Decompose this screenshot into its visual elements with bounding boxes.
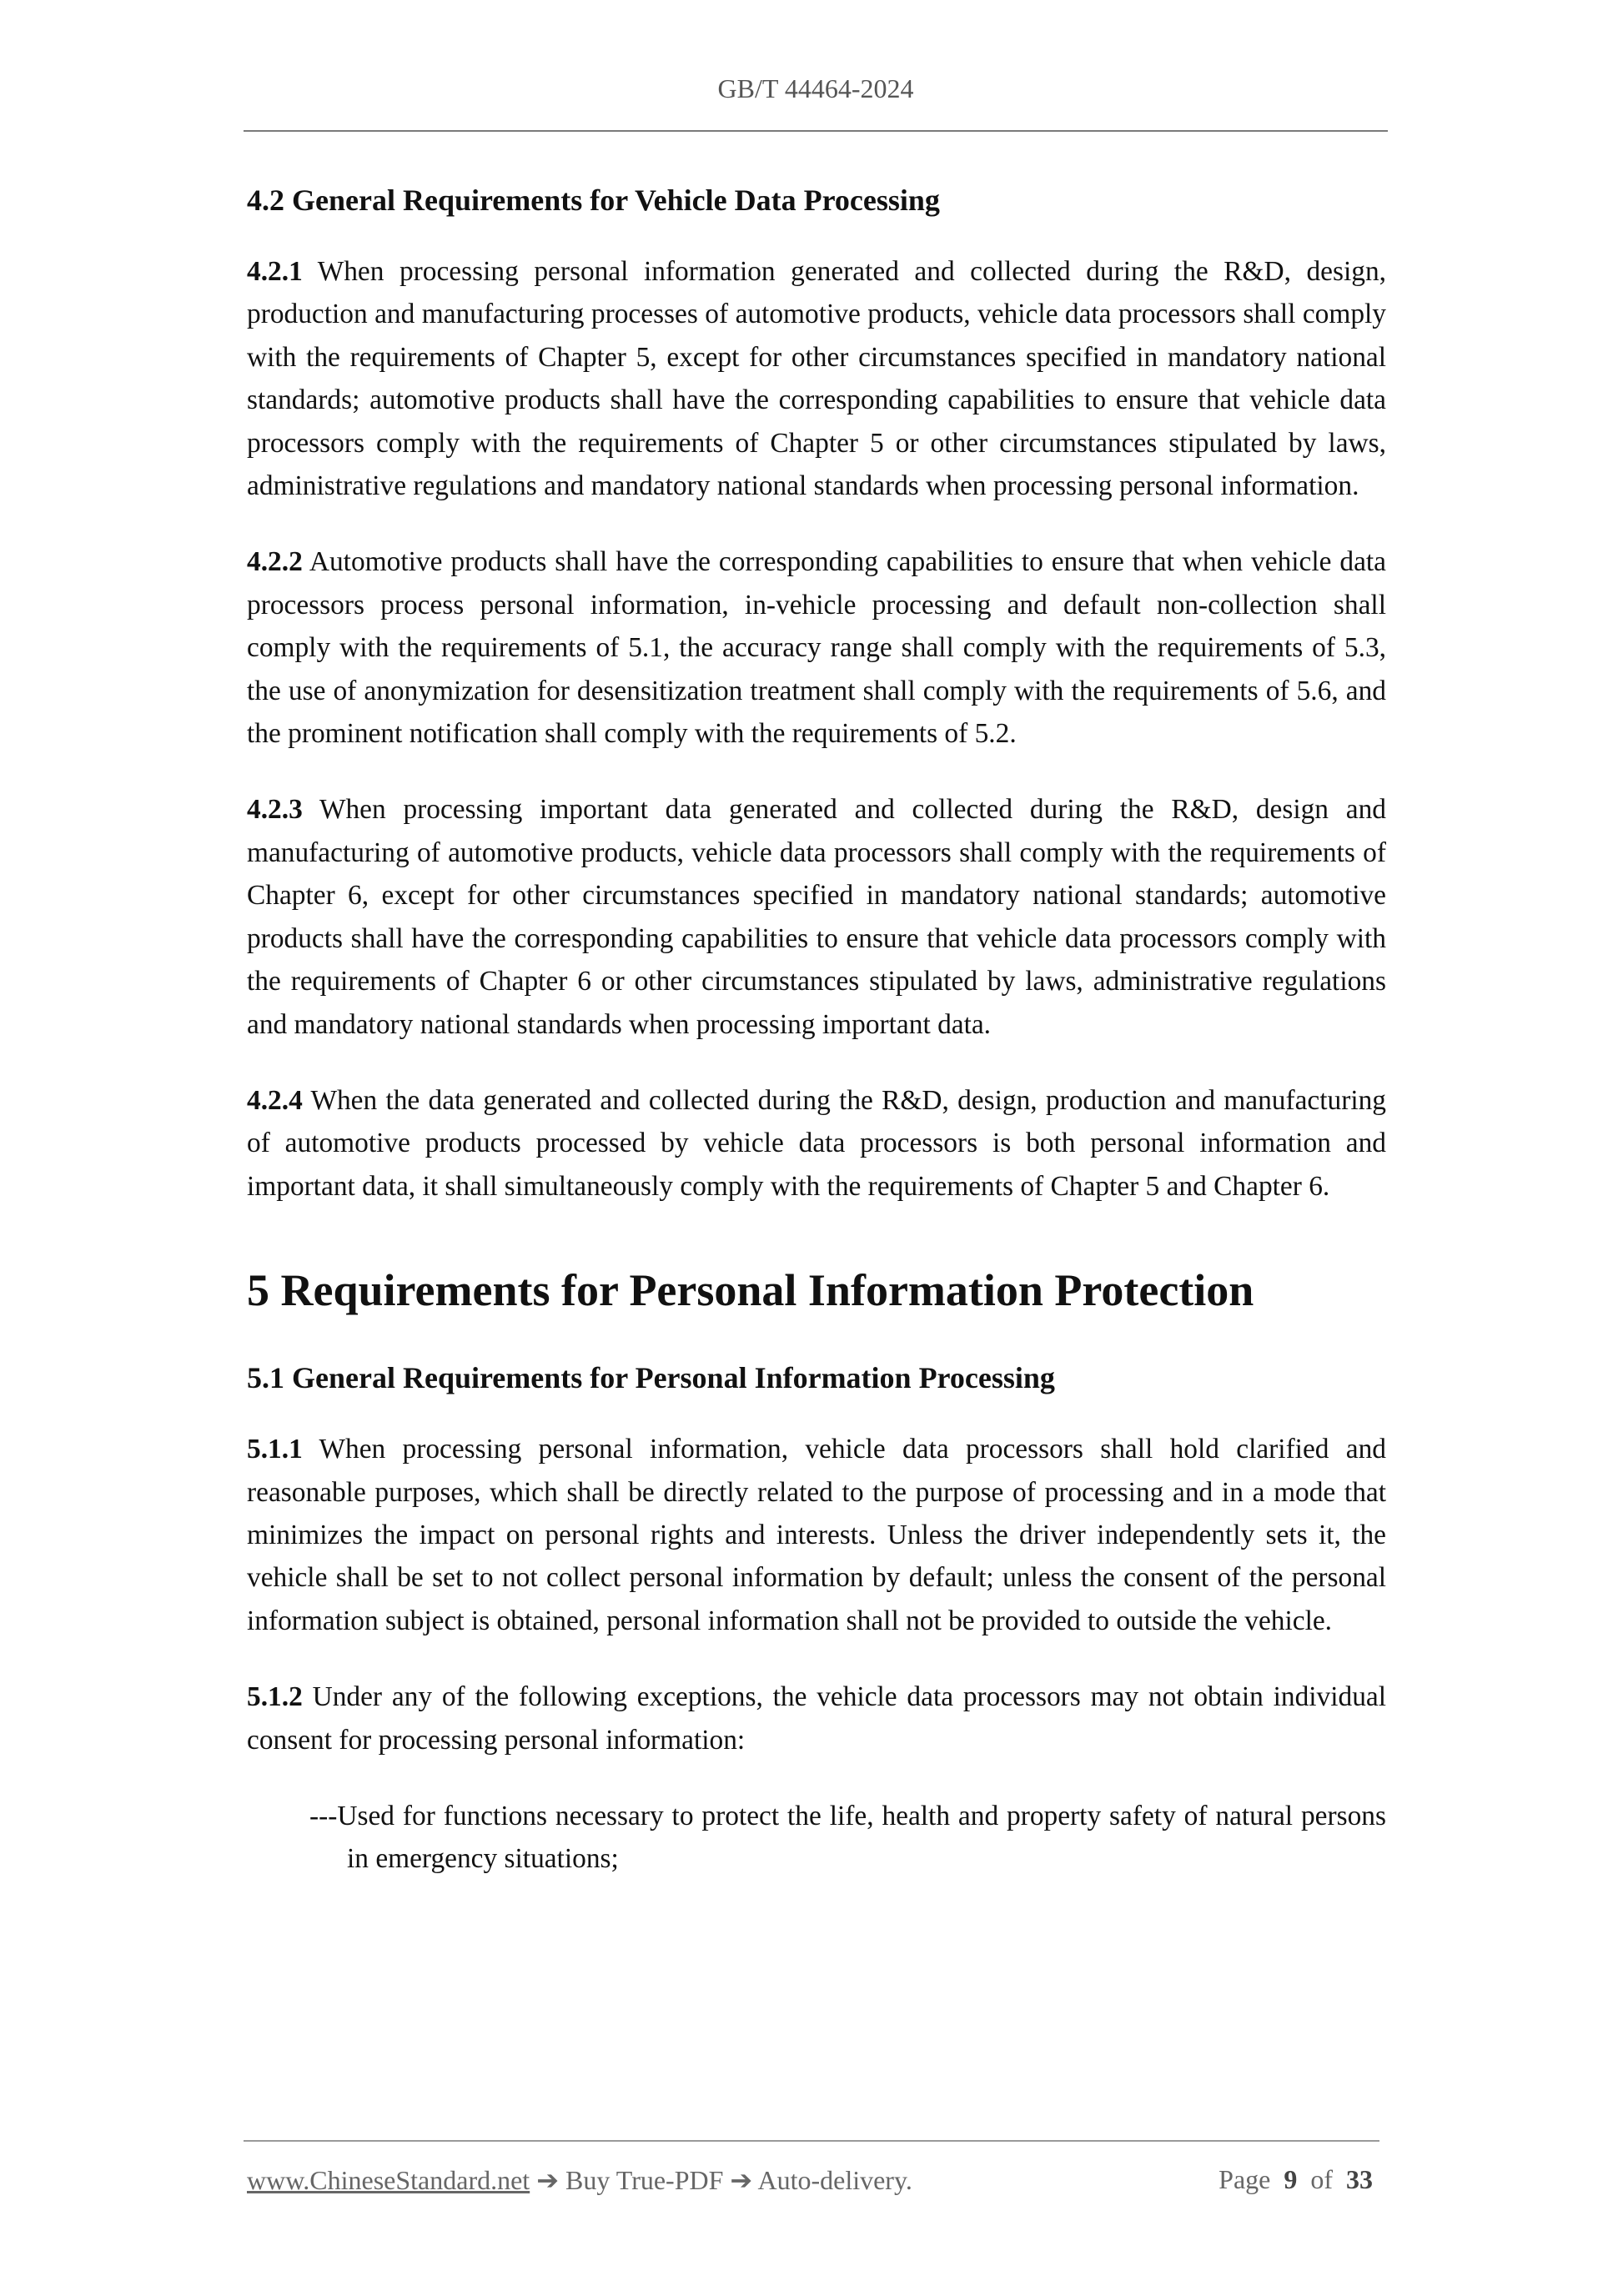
clause-4-2-1 — [247, 250, 1386, 507]
buy-true-pdf-text: Buy True-PDF — [565, 2165, 724, 2195]
total-pages: 33 — [1346, 2164, 1373, 2194]
website-link[interactable]: www.ChineseStandard.net — [247, 2165, 530, 2195]
clause-4-2-2 — [247, 540, 1386, 755]
list-item-exception-1: ---Used for functions necessary to protect the life, health and property safety of natural persons in emergency situations; — [309, 1800, 1386, 1875]
clause-number: 5.1.1 — [247, 1434, 303, 1465]
header-divider — [244, 130, 1388, 132]
clause-number: 4.2.3 — [247, 794, 303, 826]
section-heading-4-2: 4.2 General Requirements for Vehicle Data Processing — [247, 183, 940, 217]
clause-5-1-2 — [247, 1676, 1386, 1761]
document-body — [247, 178, 1386, 1881]
clause-text: Automotive products shall have the corresponding capabilities to ensure that when vehicle data processors process personal information, in-vehicle processing and default non-collection shall comply with the requirements of 5.1, the accuracy range shall comply with the requirements of 5.3, the use of anonymization for desensitization treatment shall comply with the requirements of 5.6, and the prominent notification shall comply with the requirements of 5.2. — [247, 546, 1386, 750]
current-page: 9 — [1284, 2164, 1298, 2194]
chapter-heading-5: 5 Requirements for Personal Information Protection — [247, 1265, 1254, 1316]
arrow-right-icon: ➔ — [730, 2165, 753, 2195]
clause-text: When processing important data generated and collected during the R&D, design and manufacturing of automotive products, vehicle data processors shall comply with the requirements of Chapter 6, except for other circumstances specified in mandatory national standards; automotive products shall have the corresponding capabilities to ensure that vehicle data processors comply with the requirements of Chapter 6 or other circumstances stipulated by laws, administrative regulations and mandatory national standards when processing important data. — [247, 794, 1386, 1040]
footer-promo — [247, 2164, 912, 2196]
page-number — [1219, 2164, 1373, 2195]
clause-text: Under any of the following exceptions, the vehicle data processors may not obtain individual consent for processing personal information: — [247, 1681, 1387, 1756]
clause-text: When processing personal information generated and collected during the R&D, design, production and manufacturing processes of automotive products, vehicle data processors shall comply with the requirements of Chapter 5, except for other circumstances specified in mandatory national standards; automotive products shall have the corresponding capabilities to ensure that vehicle data processors comply with the requirements of Chapter 5 or other circumstances stipulated by laws, administrative regulations and mandatory national standards when processing personal information. — [247, 256, 1387, 502]
clause-4-2-4 — [247, 1079, 1386, 1208]
clause-number: 5.1.2 — [247, 1681, 303, 1713]
clause-number: 4.2.1 — [247, 256, 303, 287]
page-footer — [247, 2164, 1379, 2206]
clause-number: 4.2.4 — [247, 1084, 303, 1116]
arrow-right-icon: ➔ — [536, 2165, 559, 2195]
section-heading-5-1: 5.1 General Requirements for Personal Information Processing — [247, 1361, 1055, 1395]
page-header-standard-number: GB/T 44464-2024 — [717, 73, 914, 103]
clause-text: When the data generated and collected during the R&D, design, production and manufacturing of automotive products processed by vehicle data processors is both personal information and important data, it shall simultaneously comply with the requirements of Chapter 5 and Chapter 6. — [247, 1084, 1387, 1202]
auto-delivery-text: Auto-delivery. — [757, 2165, 912, 2195]
clause-text: When processing personal information, vehicle data processors shall hold clarified and reasonable purposes, which shall be directly related to the purpose of processing and in a mode that minimizes the impact on personal rights and interests. Unless the driver independently sets it, the vehicle shall be set to not collect personal information by default; unless the consent of the personal information subject is obtained, personal information shall not be provided to outside the vehicle. — [247, 1434, 1386, 1636]
clause-number: 4.2.2 — [247, 546, 303, 578]
page-of-label: of — [1310, 2164, 1333, 2194]
footer-divider — [244, 2140, 1379, 2142]
page-label: Page — [1219, 2164, 1271, 2194]
clause-5-1-1 — [247, 1428, 1386, 1642]
clause-4-2-3 — [247, 788, 1386, 1045]
